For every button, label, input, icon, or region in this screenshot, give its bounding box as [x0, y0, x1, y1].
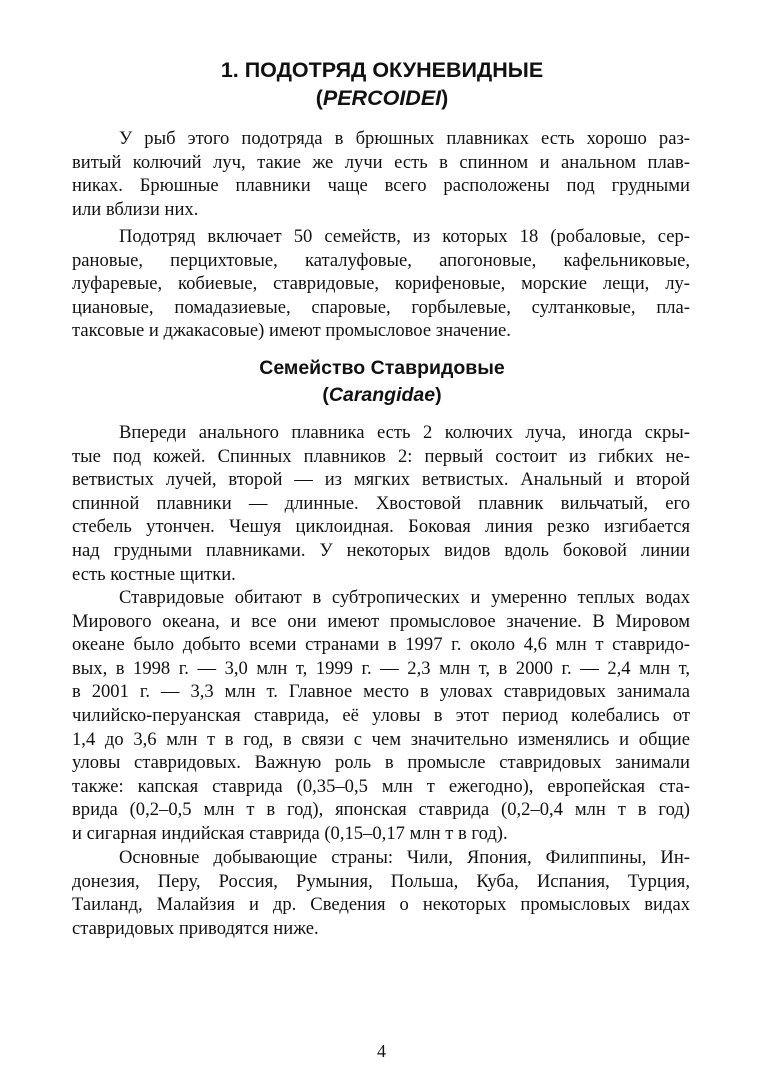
text-line: над грудными плавниками. У некоторых видов вдоль боковой линии: [72, 539, 690, 561]
text-line: Ставридовые обитают в субтропических и умеренно теплых водах: [119, 587, 690, 608]
text-line: стебель утончен. Чешуя циклоидная. Боковая линия резко изгибается: [72, 516, 690, 538]
text-line: рановые, перцихтовые, каталуфовые, апогоновые, кафельниковые,: [72, 249, 690, 271]
family-title: Семейство Ставридовые: [259, 357, 505, 379]
paragraph-4: [72, 586, 690, 846]
text-line: чилийско-перуанская ставрида, её уловы в этот период колебались от: [72, 704, 690, 726]
text-line: и сигарная индийская ставрида (0,15–0,17 млн т в год).: [72, 822, 508, 844]
text-line: витый колючий луч, такие же лучи есть в спинном и анальном плав-: [72, 151, 690, 173]
latin-name: PERCOIDEI: [322, 86, 442, 110]
text-line: 1,4 до 3,6 млн т в год, в связи с чем значительно изменялись и общие: [72, 728, 690, 750]
text-line: Подотряд включает 50 семейств, из которых 18 (робаловые, сер-: [119, 226, 690, 247]
section-title: 1. ПОДОТРЯД ОКУНЕВИДНЫЕ: [220, 58, 544, 82]
paragraph-2: [72, 225, 690, 343]
text-line: в 2001 г. — 3,3 млн т. Главное место в уловах ставридовых занимала: [72, 681, 690, 703]
family-latin-name: (Carangidae): [322, 384, 442, 406]
section-heading: [72, 56, 692, 112]
text-line: донезия, Перу, Россия, Румыния, Польша, Куба, Испания, Турция,: [72, 870, 690, 892]
paragraph-5: [72, 846, 690, 940]
text-line: или вблизи них.: [72, 198, 199, 220]
text-line: вых, в 1998 г. — 3,0 млн т, 1999 г. — 2,3 млн т, в 2000 г. — 2,4 млн т,: [72, 657, 690, 679]
text-line: Впереди анального плавника есть 2 колючих луча, иногда скры-: [119, 422, 690, 443]
page-number: 4: [377, 1041, 386, 1061]
section-latin-name: (PERCOIDEI): [315, 86, 449, 110]
text-line: есть костные щитки.: [72, 563, 236, 585]
text-line: тые под кожей. Спинных плавников 2: первый состоит из гибких не-: [72, 445, 690, 467]
text-line: также: капская ставрида (0,35–0,5 млн т ежегодно), европейская ста-: [72, 775, 690, 797]
text-line: луфаревые, кобиевые, ставридовые, корифеновые, морские лещи, лу-: [72, 273, 690, 295]
text-line: ставридовых приводятся ниже.: [72, 917, 319, 939]
text-line: Основные добывающие страны: Чили, Япония, Филиппины, Ин-: [119, 847, 690, 868]
text-line: Таиланд, Малайзия и др. Сведения о некоторых промысловых видах: [72, 894, 690, 916]
text-line: уловы ставридовых. Важную роль в промысле ставридовых занимали: [72, 752, 690, 774]
text-line: ветвистых лучей, второй — из мягких ветвистых. Анальный и второй: [72, 469, 690, 491]
text-line: никах. Брюшные плавники чаще всего расположены под грудными: [72, 175, 690, 197]
latin-name: Carangidae: [328, 384, 436, 406]
family-heading: [72, 355, 692, 409]
text-line: таксовые и джакасовые) имеют промысловое значение.: [72, 320, 511, 342]
paragraph-3: [72, 421, 690, 586]
text-line: океане было добыто всеми странами в 1997 г. около 4,6 млн т ставридо-: [72, 634, 690, 656]
text-line: У рыб этого подотряда в брюшных плавниках есть хорошо раз-: [119, 128, 690, 149]
paragraph-1: [72, 127, 690, 221]
text-line: Мирового океана, и все они имеют промысловое значение. В Мировом: [72, 610, 690, 632]
text-line: циановые, помадазиевые, спаровые, горбылевые, султанковые, пла-: [72, 296, 690, 318]
text-line: спинной плавники — длинные. Хвостовой плавник вильчатый, его: [72, 492, 690, 514]
text-line: врида (0,2–0,5 млн т в год), японская ставрида (0,2–0,4 млн т в год): [72, 799, 690, 821]
